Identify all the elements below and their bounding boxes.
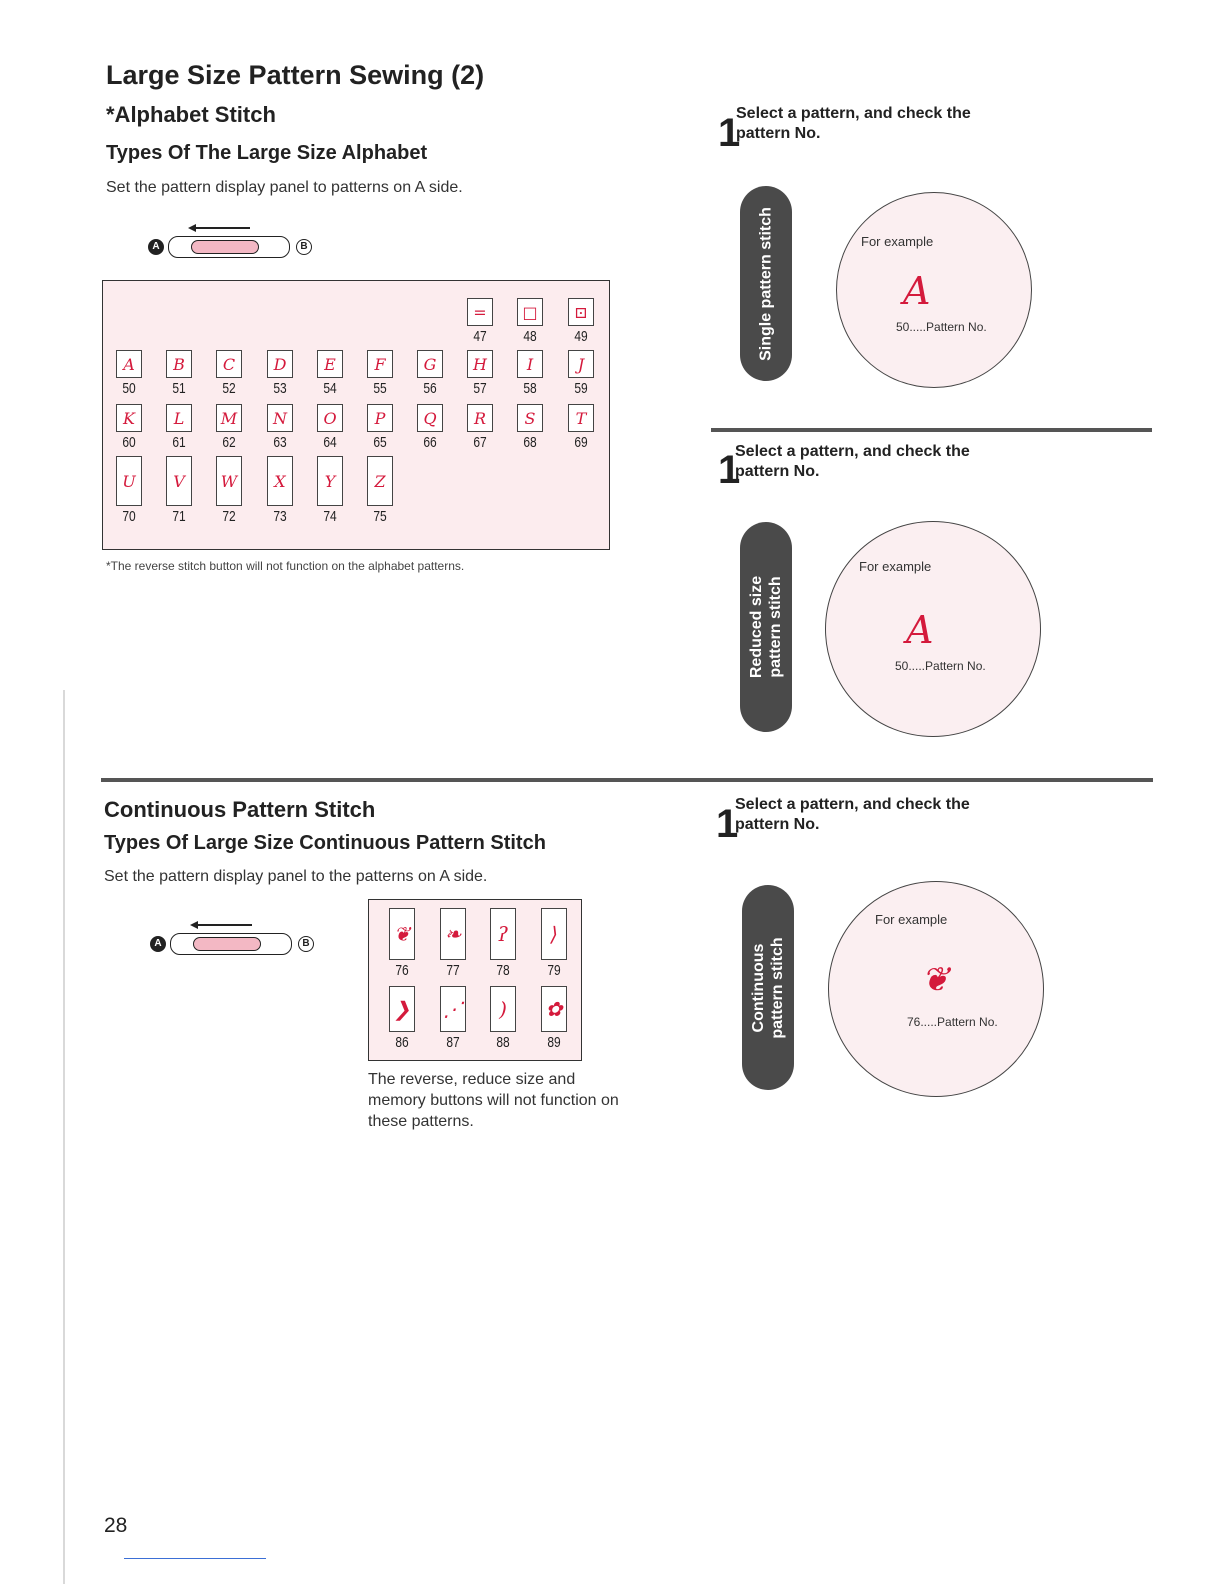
step-number: 1	[718, 111, 741, 155]
pattern-number: 65	[373, 434, 387, 451]
pattern-cell	[507, 350, 553, 397]
pattern-cell	[156, 456, 202, 525]
step-text-line: Select a pattern, and check the	[735, 443, 970, 460]
pattern-icon: R	[467, 404, 493, 432]
alphabet-subheading: Types Of The Large Size Alphabet	[106, 142, 428, 164]
pattern-cell	[257, 404, 303, 451]
left-arrow-icon	[196, 924, 252, 926]
pattern-cell	[457, 298, 503, 345]
pattern-glyph-icon: A	[906, 608, 934, 652]
pattern-cell	[430, 986, 476, 1051]
continuous-subheading: Types Of Large Size Continuous Pattern Stitch	[104, 832, 546, 854]
pattern-number: 69	[574, 434, 588, 451]
mode-label-pill	[740, 186, 792, 381]
pattern-number: 62	[222, 434, 236, 451]
pattern-icon: A	[116, 350, 142, 378]
slider-track	[170, 933, 292, 955]
pattern-glyph-icon: A	[903, 269, 931, 313]
alphabet-instruction: Set the pattern display panel to patterns on A side.	[106, 179, 463, 196]
alphabet-note: *The reverse stitch button will not function on the alphabet patterns.	[106, 559, 465, 573]
pattern-cell	[307, 350, 353, 397]
pattern-icon: C	[216, 350, 242, 378]
mode-label-pill	[740, 522, 792, 732]
for-example-label: For example	[875, 912, 948, 927]
pattern-icon: ⟩	[541, 908, 567, 960]
pattern-number: 56	[423, 380, 437, 397]
mode-label-pill	[742, 885, 794, 1090]
pattern-number: 64	[323, 434, 337, 451]
mode-label-line: pattern stitch	[767, 576, 784, 678]
pattern-icon: D	[267, 350, 293, 378]
pattern-icon: U	[116, 456, 142, 506]
pattern-number: 58	[523, 380, 537, 397]
pattern-icon: ʔ	[490, 908, 516, 960]
left-arrow-icon	[194, 227, 250, 229]
page-title: Large Size Pattern Sewing (2)	[106, 60, 485, 90]
pattern-cell	[558, 404, 604, 451]
pattern-panel-slider	[150, 920, 320, 960]
alphabet-pattern-panel	[102, 280, 610, 550]
pattern-cell	[106, 350, 152, 397]
pattern-cell	[480, 908, 526, 979]
pattern-number: 86	[395, 1034, 409, 1051]
pattern-icon: S	[517, 404, 543, 432]
mode-label	[749, 937, 787, 1038]
side-b-icon: B	[298, 936, 314, 952]
example-display	[825, 521, 1041, 737]
page-edge-line	[63, 690, 65, 1584]
pattern-icon: H	[467, 350, 493, 378]
pattern-cell	[257, 456, 303, 525]
step-text	[735, 442, 970, 482]
pattern-cell	[457, 404, 503, 451]
continuous-note: The reverse, reduce size and memory buttons will not function on these patterns.	[368, 1071, 619, 1130]
pattern-cell	[106, 456, 152, 525]
pattern-icon: W	[216, 456, 242, 506]
mode-label: Single pattern stitch	[757, 206, 775, 361]
pattern-number: 47	[473, 328, 487, 345]
pattern-cell	[531, 986, 577, 1051]
pattern-icon: F	[367, 350, 393, 378]
pattern-cell	[357, 404, 403, 451]
pattern-number: 72	[222, 508, 236, 525]
pattern-cell	[357, 350, 403, 397]
section-divider	[711, 428, 1152, 432]
pattern-cell	[507, 404, 553, 451]
pattern-number-label: 50.....Pattern No.	[896, 320, 987, 334]
pattern-cell	[357, 456, 403, 525]
continuous-pattern-panel	[368, 899, 582, 1061]
pattern-icon: □	[517, 298, 543, 326]
pattern-number: 73	[273, 508, 287, 525]
section-divider	[101, 778, 1153, 782]
side-a-icon: A	[150, 936, 166, 952]
side-a-icon: A	[148, 239, 164, 255]
pattern-icon: O	[317, 404, 343, 432]
pattern-icon: ✿	[541, 986, 567, 1032]
step-text-line: pattern No.	[735, 463, 820, 480]
pattern-cell	[507, 298, 553, 345]
pattern-number: 70	[122, 508, 136, 525]
pattern-cell	[206, 350, 252, 397]
pattern-number: 75	[373, 508, 387, 525]
pattern-number: 66	[423, 434, 437, 451]
pattern-icon: I	[517, 350, 543, 378]
mode-label-line: Continuous	[750, 943, 767, 1032]
pattern-cell	[307, 456, 353, 525]
pattern-icon: K	[116, 404, 142, 432]
pattern-cell	[407, 350, 453, 397]
pattern-cell	[531, 908, 577, 979]
page-number: 28	[104, 1514, 128, 1537]
pattern-icon: ⊡	[568, 298, 594, 326]
pattern-icon: Z	[367, 456, 393, 506]
step-number: 1	[718, 448, 741, 492]
side-b-icon: B	[296, 239, 312, 255]
pattern-cell	[206, 404, 252, 451]
pattern-icon: ⋰	[440, 986, 466, 1032]
pattern-number: 54	[323, 380, 337, 397]
pattern-cell	[457, 350, 503, 397]
pattern-number-label: 76.....Pattern No.	[907, 1015, 998, 1029]
pattern-icon: N	[267, 404, 293, 432]
pattern-cell	[480, 986, 526, 1051]
slider-knob	[191, 240, 259, 254]
pattern-cell	[558, 298, 604, 345]
for-example-label: For example	[861, 234, 934, 249]
pattern-icon: L	[166, 404, 192, 432]
pattern-icon: T	[568, 404, 594, 432]
pattern-number: 67	[473, 434, 487, 451]
pattern-icon: ❦	[389, 908, 415, 960]
pattern-number: 77	[446, 962, 460, 979]
step-text	[735, 795, 970, 835]
pattern-icon: ❯	[389, 986, 415, 1032]
pattern-cell	[156, 404, 202, 451]
pattern-icon: Y	[317, 456, 343, 506]
pattern-number: 78	[496, 962, 510, 979]
pattern-number: 88	[496, 1034, 510, 1051]
pattern-cell	[257, 350, 303, 397]
pattern-icon: P	[367, 404, 393, 432]
continuous-heading: Continuous Pattern Stitch	[104, 797, 376, 822]
pattern-cell	[430, 908, 476, 979]
pattern-cell	[407, 404, 453, 451]
pattern-number: 89	[547, 1034, 561, 1051]
step-text-line: Select a pattern, and check the	[735, 796, 970, 813]
mode-label	[747, 576, 785, 678]
pattern-number: 87	[446, 1034, 460, 1051]
alphabet-heading: *Alphabet Stitch	[106, 102, 276, 127]
pattern-number: 74	[323, 508, 337, 525]
pattern-icon: X	[267, 456, 293, 506]
pattern-number: 59	[574, 380, 588, 397]
pattern-number: 55	[373, 380, 387, 397]
footer-line	[124, 1558, 266, 1559]
pattern-icon: G	[417, 350, 443, 378]
step-text	[736, 104, 971, 144]
pattern-number: 68	[523, 434, 537, 451]
step-text-line: pattern No.	[736, 125, 821, 142]
pattern-number: 52	[222, 380, 236, 397]
for-example-label: For example	[859, 559, 932, 574]
pattern-cell	[307, 404, 353, 451]
slider-knob	[193, 937, 261, 951]
pattern-icon: J	[568, 350, 594, 378]
pattern-cell	[206, 456, 252, 525]
mode-label-line: Reduced size	[748, 575, 765, 679]
pattern-icon: ❧	[440, 908, 466, 960]
pattern-cell	[379, 908, 425, 979]
pattern-panel-slider	[148, 223, 318, 263]
example-display	[828, 881, 1044, 1097]
pattern-number: 48	[523, 328, 537, 345]
pattern-icon: =	[467, 298, 493, 326]
pattern-icon: E	[317, 350, 343, 378]
pattern-icon: )	[490, 986, 516, 1032]
pattern-cell	[106, 404, 152, 451]
example-display	[836, 192, 1032, 388]
pattern-cell	[156, 350, 202, 397]
pattern-number: 60	[122, 434, 136, 451]
pattern-cell	[379, 986, 425, 1051]
pattern-number: 76	[395, 962, 409, 979]
pattern-number: 61	[172, 434, 186, 451]
pattern-number-label: 50.....Pattern No.	[895, 659, 986, 673]
pattern-number: 71	[172, 508, 186, 525]
pattern-icon: V	[166, 456, 192, 506]
pattern-number: 50	[122, 380, 136, 397]
pattern-number: 53	[273, 380, 287, 397]
step-number: 1	[716, 802, 739, 846]
pattern-number: 63	[273, 434, 287, 451]
pattern-cell	[558, 350, 604, 397]
pattern-glyph-icon: ❦	[921, 960, 950, 1000]
pattern-number: 51	[172, 380, 186, 397]
pattern-number: 49	[574, 328, 588, 345]
mode-label-line: pattern stitch	[769, 936, 786, 1039]
pattern-number: 57	[473, 380, 487, 397]
pattern-icon: B	[166, 350, 192, 378]
step-text-line: Select a pattern, and check the	[736, 105, 971, 122]
continuous-instruction: Set the pattern display panel to the patterns on A side.	[104, 868, 488, 885]
slider-track	[168, 236, 290, 258]
step-text-line: pattern No.	[735, 816, 820, 833]
pattern-number: 79	[547, 962, 561, 979]
pattern-icon: Q	[417, 404, 443, 432]
pattern-icon: M	[216, 404, 242, 432]
